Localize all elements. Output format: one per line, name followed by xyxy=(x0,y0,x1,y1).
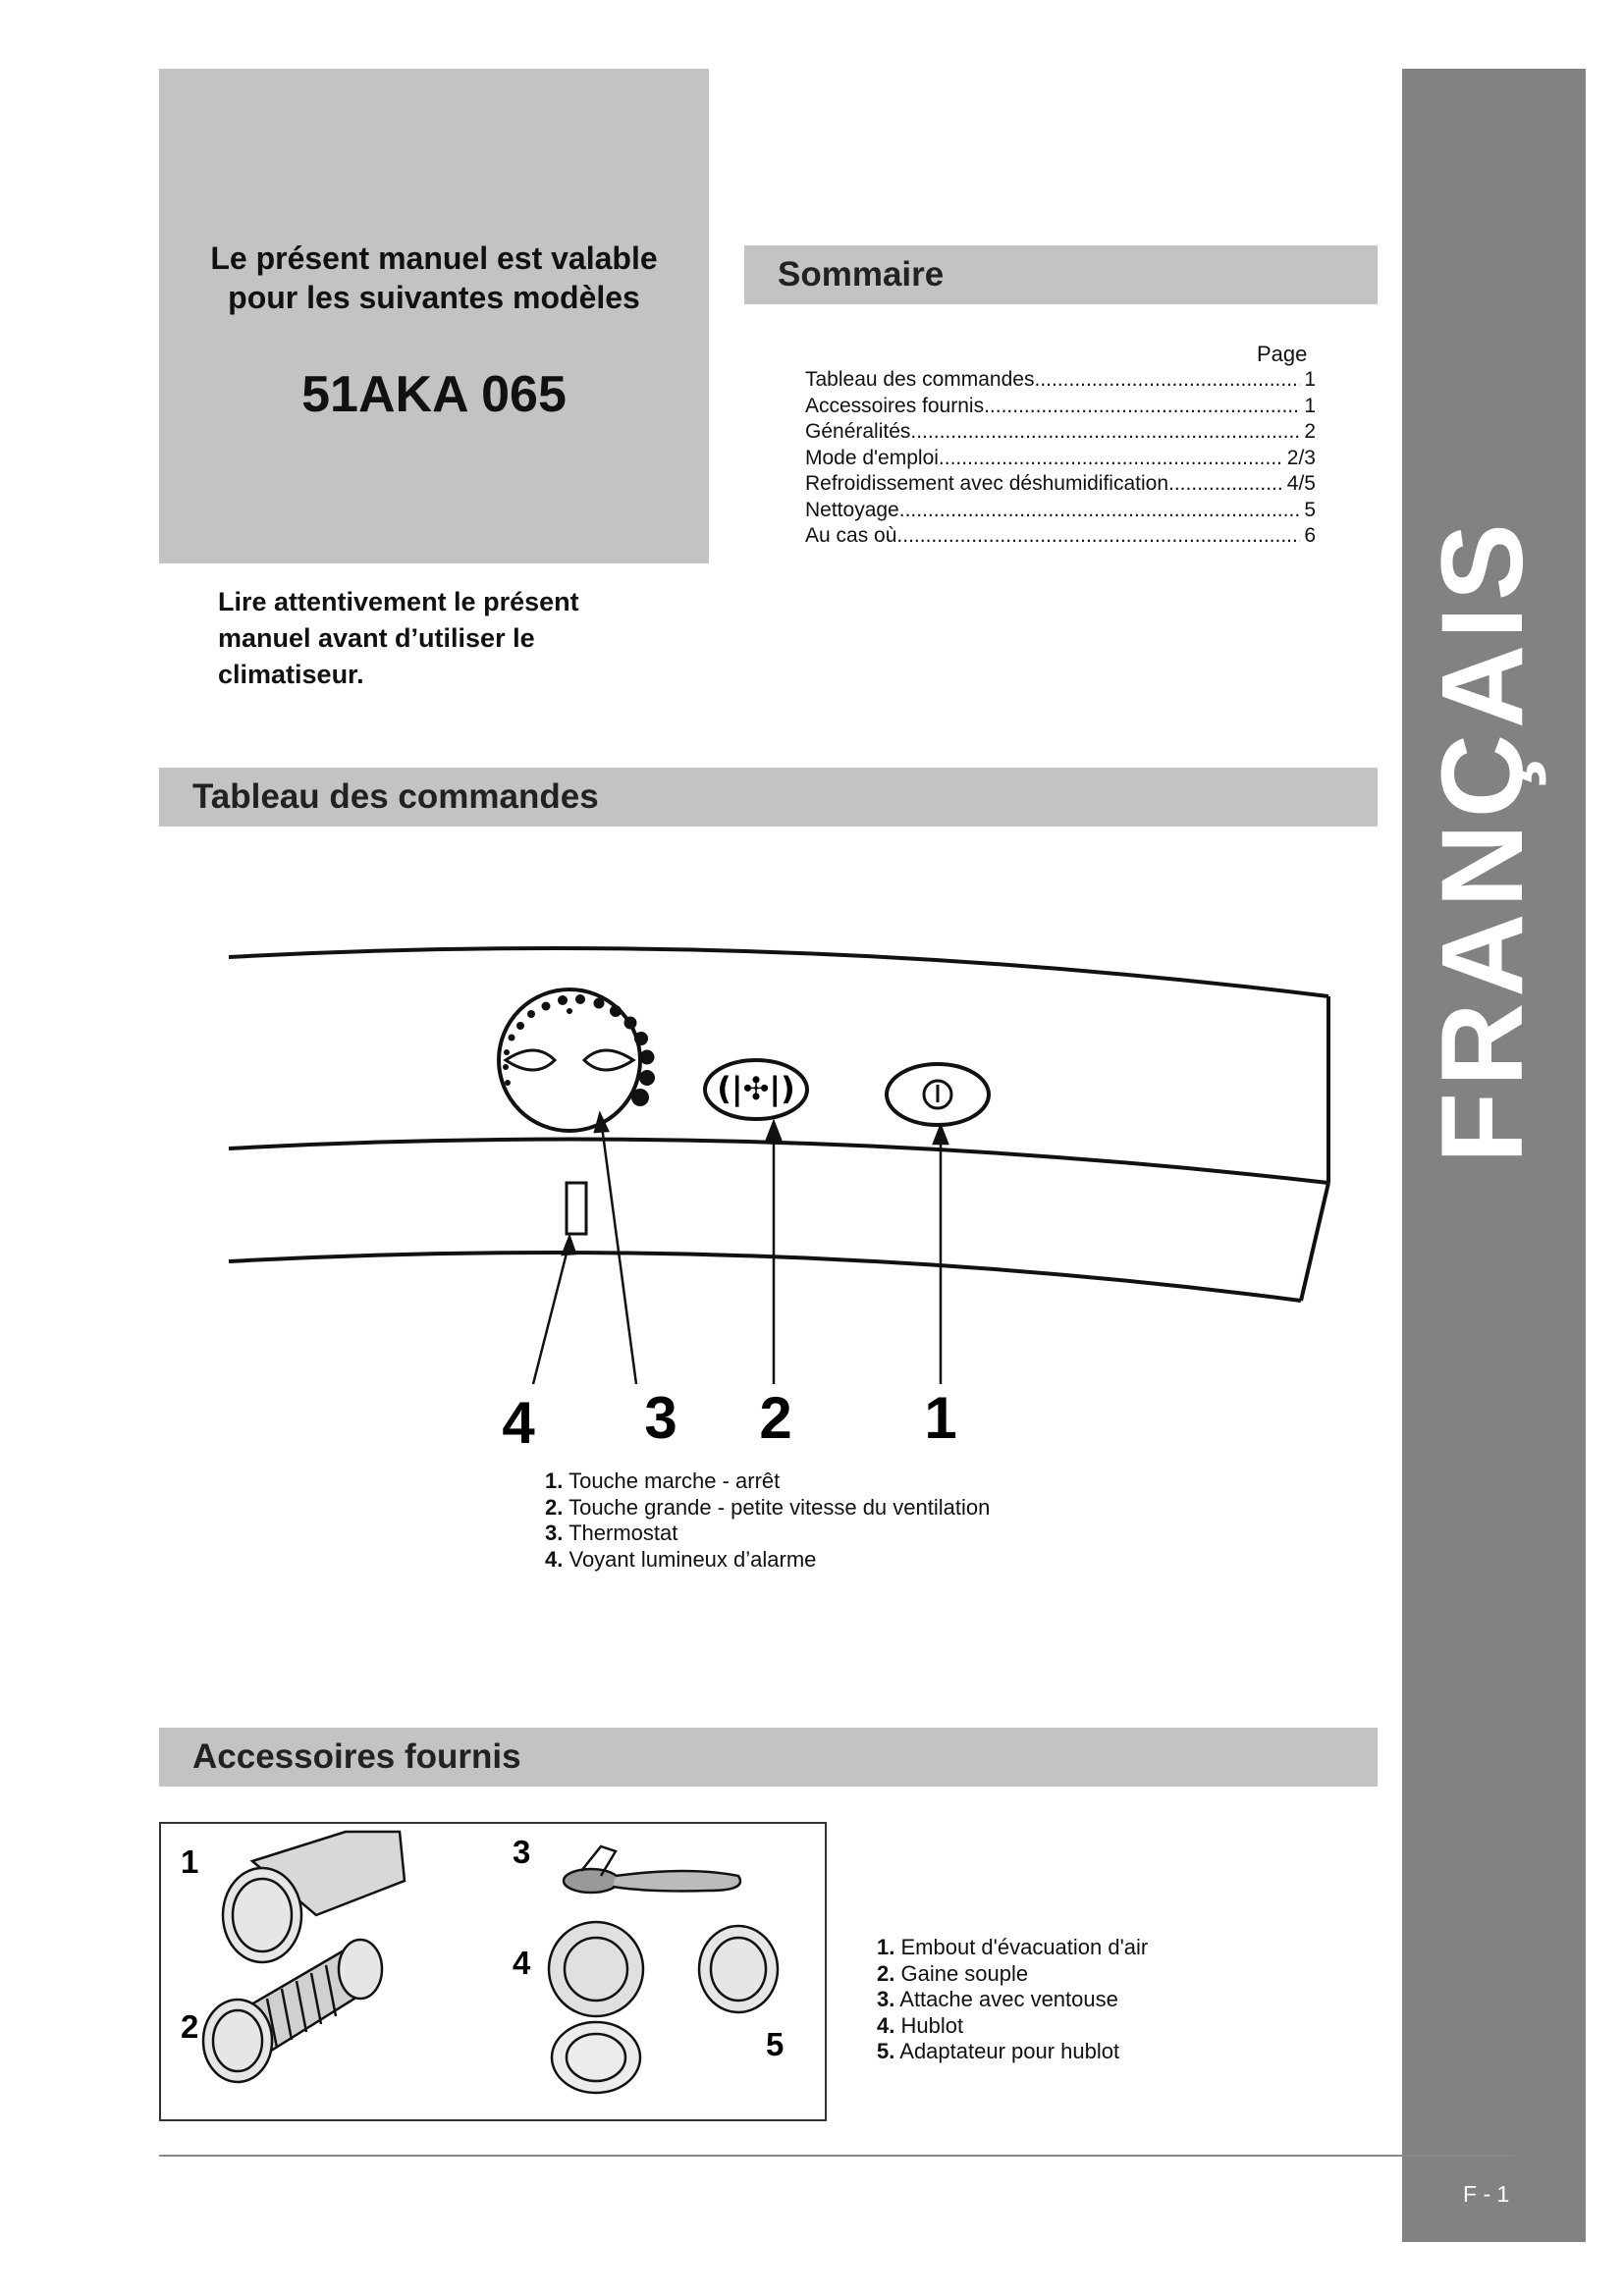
toc-entry[interactable] xyxy=(805,367,1316,394)
toc-entry[interactable] xyxy=(805,446,1316,472)
fan-speed-button-icon xyxy=(705,1060,807,1119)
figure-number-2: 2 xyxy=(181,2008,199,2045)
legend-item: 4. Hublot xyxy=(877,2012,964,2038)
toc-entry-label: Nettoyage xyxy=(805,498,899,521)
thermostat-dial-icon xyxy=(499,989,655,1131)
toc-entry[interactable] xyxy=(805,419,1316,446)
toc-entry-page: 6 xyxy=(1304,524,1316,547)
section-title-tableau: Tableau des commandes xyxy=(192,777,599,816)
legend-item: 4. Voyant lumineux d’alarme xyxy=(545,1546,817,1572)
window-porthole-icon xyxy=(549,1922,643,2093)
porthole-adapter-icon xyxy=(699,1926,778,2012)
toc-entry-label: Au cas où xyxy=(805,524,897,547)
model-intro-line1: Le présent manuel est valable xyxy=(210,240,658,276)
toc-entry[interactable] xyxy=(805,498,1316,524)
legend-item: 1. Touche marche - arrêt xyxy=(545,1468,781,1493)
toc-entry[interactable] xyxy=(805,471,1316,498)
toc-entry-page: 5 xyxy=(1304,498,1316,521)
callout-3: 3 xyxy=(644,1385,677,1448)
section-bar-sommaire xyxy=(744,245,1378,304)
toc-entry-label: Tableau des commandes xyxy=(805,368,1035,391)
toc-entry[interactable] xyxy=(805,523,1316,550)
accessories-legend xyxy=(877,1935,1148,2065)
legend-item: 3. Thermostat xyxy=(545,1521,678,1545)
toc-entry-page: 4/5 xyxy=(1286,472,1316,495)
model-number: 51AKA 065 xyxy=(301,366,567,423)
toc-entry-label: Généralités xyxy=(805,420,911,443)
callout-4: 4 xyxy=(502,1390,535,1448)
alarm-lamp-icon xyxy=(567,1183,586,1234)
legend-item: 3. Attache avec ventouse xyxy=(877,1987,1118,2011)
toc-entry-label: Refroidissement avec déshumidification xyxy=(805,472,1169,495)
control-panel-illustration xyxy=(221,937,1340,1448)
accessories-illustration xyxy=(159,1822,827,2121)
read-note-line1: Lire attentivement le présent xyxy=(218,587,579,616)
section-bar-tableau xyxy=(159,768,1378,827)
legend-item: 5. Adaptateur pour hublot xyxy=(877,2039,1120,2063)
model-intro xyxy=(159,239,709,317)
figure-number-1: 1 xyxy=(181,1843,199,1880)
toc-entry-page: 1 xyxy=(1304,394,1316,417)
read-note-line3: climatiseur. xyxy=(218,660,364,689)
section-bar-accessoires xyxy=(159,1728,1378,1787)
callout-1: 1 xyxy=(924,1385,957,1448)
language-label xyxy=(1402,69,1586,1247)
toc-entry-page: 2/3 xyxy=(1286,446,1316,469)
toc-page-label: Page xyxy=(1257,342,1308,366)
section-title-accessoires: Accessoires fournis xyxy=(192,1737,521,1776)
legend-item: 2. Gaine souple xyxy=(877,1960,1029,1986)
figure-number-3: 3 xyxy=(513,1834,531,1870)
svg-text:(|✣|): (|✣|) xyxy=(717,1070,795,1107)
power-button-icon xyxy=(887,1064,989,1125)
read-note-line2: manuel avant d’utiliser le xyxy=(218,623,535,653)
toc-entry-page: 1 xyxy=(1304,368,1316,391)
flexible-hose-icon xyxy=(203,1940,382,2082)
section-title-sommaire: Sommaire xyxy=(778,255,945,294)
callout-2: 2 xyxy=(759,1385,792,1448)
figure-number-4: 4 xyxy=(513,1945,531,1981)
exhaust-nozzle-icon xyxy=(223,1832,405,1962)
table-of-contents xyxy=(805,367,1316,550)
toc-entry-label: Mode d'emploi xyxy=(805,446,939,469)
controls-legend xyxy=(545,1468,990,1573)
legend-item: 2. Touche grande - petite vitesse du ventilation xyxy=(545,1494,991,1520)
svg-text:FRANÇAIS: FRANÇAIS xyxy=(1418,517,1547,1163)
suction-cup-strap-icon xyxy=(564,1846,740,1893)
page-number: F - 1 xyxy=(1463,2181,1510,2207)
read-note xyxy=(218,584,650,693)
footer-rule xyxy=(159,2155,1514,2157)
toc-entry-page: 2 xyxy=(1304,420,1316,443)
model-intro-line2: pour les suivantes modèles xyxy=(228,280,640,315)
toc-entry-label: Accessoires fournis xyxy=(805,394,985,417)
toc-entry[interactable] xyxy=(805,394,1316,420)
legend-item: 1. Embout d'évacuation d'air xyxy=(877,1935,1149,1959)
figure-number-5: 5 xyxy=(766,2026,785,2062)
